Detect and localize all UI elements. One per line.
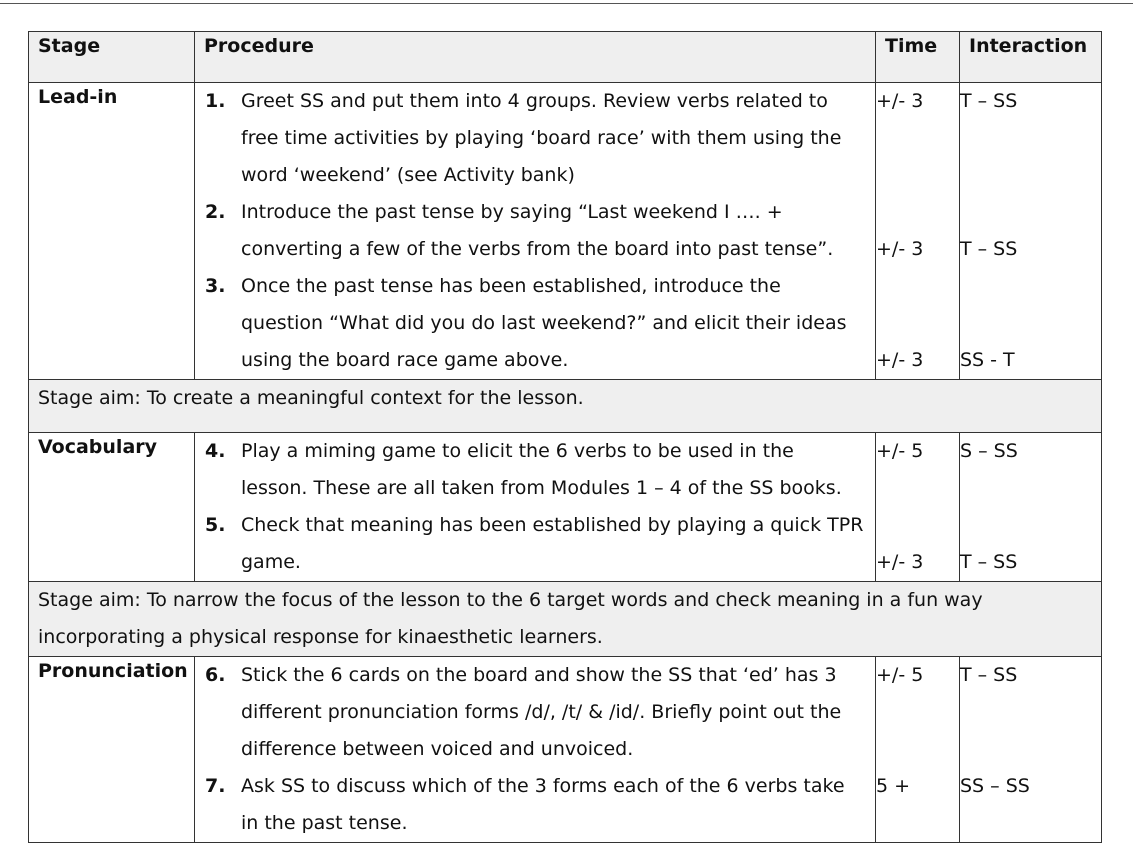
stage-row	[29, 83, 1102, 380]
time-value: +/- 5	[876, 664, 924, 686]
stage-name: Vocabulary	[38, 436, 158, 458]
time-value	[876, 268, 959, 305]
interaction-cell	[960, 83, 1102, 380]
stage-cell	[29, 657, 195, 843]
step-number: 2.	[205, 201, 226, 223]
interaction-value: T – SS	[960, 664, 1018, 686]
header-time: Time	[876, 32, 960, 83]
lesson-plan-table	[28, 31, 1102, 843]
header-interaction: Interaction	[960, 32, 1102, 83]
step-number: 4.	[205, 440, 226, 462]
time-cell	[876, 657, 960, 843]
procedure-step	[195, 507, 875, 581]
interaction-value	[960, 731, 1101, 768]
step-number: 6.	[205, 664, 226, 686]
time-value	[876, 731, 959, 768]
header-row	[29, 32, 1102, 83]
step-text: Greet SS and put them into 4 groups. Review verbs related to free time activities by playing ‘board race’ with them using the word ‘weekend’ (see Activity bank)	[241, 90, 842, 186]
procedure-step	[195, 433, 875, 507]
time-value: +/- 3	[876, 238, 924, 260]
step-text: Stick the 6 cards on the board and show the SS that ‘ed’ has 3 different pronunciation forms /d/, /t/ & /id/. Briefly point out the difference between voiced and unvoiced.	[241, 664, 842, 760]
interaction-value: T – SS	[960, 551, 1018, 573]
stage-name: Pronunciation	[38, 660, 188, 682]
stage-aim-row	[29, 380, 1102, 433]
step-number: 3.	[205, 275, 226, 297]
interaction-value	[960, 507, 1101, 544]
time-value	[876, 157, 959, 194]
interaction-value	[960, 305, 1101, 342]
interaction-value: T – SS	[960, 238, 1018, 260]
header-procedure: Procedure	[195, 32, 876, 83]
stage-name: Lead-in	[38, 86, 118, 108]
time-value	[876, 120, 959, 157]
time-value: +/- 5	[876, 440, 924, 462]
stage-aim: Stage aim: To create a meaningful context for the lesson.	[29, 380, 1102, 433]
step-number: 7.	[205, 775, 226, 797]
time-value: 5 +	[876, 775, 911, 797]
time-value	[876, 305, 959, 342]
interaction-value	[960, 268, 1101, 305]
time-value: +/- 3	[876, 551, 924, 573]
stage-aim: Stage aim: To narrow the focus of the lesson to the 6 target words and check meaning in a fun way incorporating a physical response for kinaesthetic learners.	[29, 582, 1102, 657]
time-value: +/- 3	[876, 349, 924, 371]
stage-row	[29, 657, 1102, 843]
step-text: Play a miming game to elicit the 6 verbs to be used in the lesson. These are all taken from Modules 1 – 4 of the SS books.	[241, 440, 842, 499]
time-cell	[876, 433, 960, 582]
time-cell	[876, 83, 960, 380]
interaction-value: T – SS	[960, 90, 1018, 112]
procedure-cell	[195, 83, 876, 380]
procedure-step	[195, 768, 875, 842]
time-value	[876, 470, 959, 507]
stage-row	[29, 433, 1102, 582]
procedure-step	[195, 194, 875, 268]
time-value: +/- 3	[876, 90, 924, 112]
interaction-value	[960, 157, 1101, 194]
top-rule	[0, 3, 1133, 4]
procedure-cell	[195, 433, 876, 582]
lesson-plan	[28, 31, 1101, 843]
stage-cell	[29, 83, 195, 380]
interaction-value	[960, 470, 1101, 507]
interaction-value	[960, 120, 1101, 157]
step-text: Ask SS to discuss which of the 3 forms each of the 6 verbs take in the past tense.	[241, 775, 845, 834]
interaction-cell	[960, 433, 1102, 582]
step-number: 1.	[205, 90, 226, 112]
procedure-step	[195, 657, 875, 768]
time-value	[876, 694, 959, 731]
step-text: Check that meaning has been established by playing a quick TPR game.	[241, 514, 864, 573]
stage-aim-row	[29, 582, 1102, 657]
step-number: 5.	[205, 514, 226, 536]
procedure-cell	[195, 657, 876, 843]
step-text: Introduce the past tense by saying “Last weekend I …. + converting a few of the verbs from the board into past tense”.	[241, 201, 834, 260]
procedure-step	[195, 268, 875, 379]
step-text: Once the past tense has been established, introduce the question “What did you do last weekend?” and elicit their ideas using the board race game above.	[241, 275, 847, 371]
time-value	[876, 194, 959, 231]
header-stage: Stage	[29, 32, 195, 83]
interaction-value	[960, 694, 1101, 731]
interaction-value: SS - T	[960, 349, 1015, 371]
procedure-step	[195, 83, 875, 194]
interaction-value	[960, 194, 1101, 231]
stage-cell	[29, 433, 195, 582]
time-value	[876, 507, 959, 544]
interaction-value: S – SS	[960, 440, 1018, 462]
interaction-value: SS – SS	[960, 775, 1030, 797]
interaction-cell	[960, 657, 1102, 843]
